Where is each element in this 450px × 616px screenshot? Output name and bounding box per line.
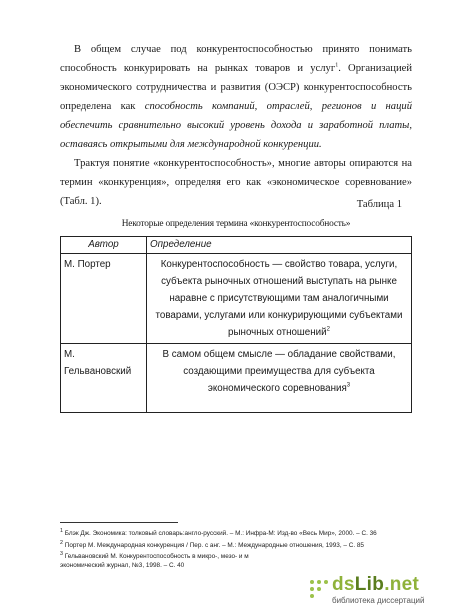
table-label: Таблица 1 [356,199,402,210]
definition-text: Конкурентоспособность — свойство товара, услуги, субъекта рыночных отношений выступать на рынке наравне с присутствующими там аналогичными товарами, услугами или конкурирующими субъектами рыночных отношений [155,259,403,338]
dots-logo-icon [308,578,330,600]
footnote-text: Гельвановский М. Конкурентоспособность в микро-, мезо- и м [64,553,249,561]
logo-part: Lib [354,574,385,595]
cell-author: М. Гельвановский [61,344,147,413]
cell-author: М. Портер [61,254,147,344]
paragraph-1-text: В общем случае под конкурентоспособностью принято понимать способность конкурировать на рынках товаров и услуг [60,44,412,74]
cell-definition [147,254,412,344]
footnotes [60,527,410,570]
footnote-item [60,527,410,539]
paragraph-1-italic: способность компаний, отраслей, регионов и наций обеспечить сравнительно высокий уровень дохода и заработной платы, оставаясь открытыми для международной конкуренции. [60,101,412,150]
table-row [61,254,412,344]
footnote-item [60,562,410,571]
footnote-ref-2: 2 [326,326,330,333]
footnote-item [60,550,410,562]
footnote-text: экономический журнал, №3, 1998. – С. 40 [60,561,185,569]
footnote-item [60,539,410,551]
paragraph-1-text-cont: . Организацией экономического сотрудничества и развития (ОЭСР) конкурентоспособность определена как [60,63,412,112]
table-header-row [61,237,412,254]
footnote-separator [60,522,178,523]
footnote-text: Блэк Дж. Экономика: толковый словарь:англо-русский. – М.: Инфра-М: Изд-во «Весь Мир», 2000. – С. 36 [64,530,377,538]
footnote-num: 1 [60,528,63,534]
cell-definition [147,344,412,413]
definitions-table [60,236,412,413]
dslib-watermark [332,574,442,610]
footnote-ref-3: 3 [346,382,351,389]
logo-part: ds [332,574,355,595]
footnote-text: Портер М. Международная конкуренция / Пер. с анг. – М.: Международные отношения, 1993, – С. 85 [64,541,364,549]
logo-part: .net [384,574,420,595]
footnote-num: 2 [60,539,63,546]
footnote-ref-1: 1 [335,62,339,69]
definition-text: В самом общем смысле — обладание свойствами, создающими преимущества для субъекта экономического соревнования [162,349,396,394]
table-caption: Некоторые определения термина «конкурентоспособность» [121,219,351,229]
header-definition: Определение [147,237,412,254]
paragraph-1 [60,40,412,154]
dslib-logo [332,574,419,596]
dslib-subtitle: библиотека диссертаций [332,596,425,605]
paragraph-2-text: Трактуя понятие «конкурентоспособность», многие авторы опираются на термин «конкуренция», определяя его как «экономическое соревнование» (Табл. 1). [60,158,412,207]
table-row [61,344,412,413]
header-author: Автор [61,237,147,254]
footnote-num: 3 [60,551,63,558]
